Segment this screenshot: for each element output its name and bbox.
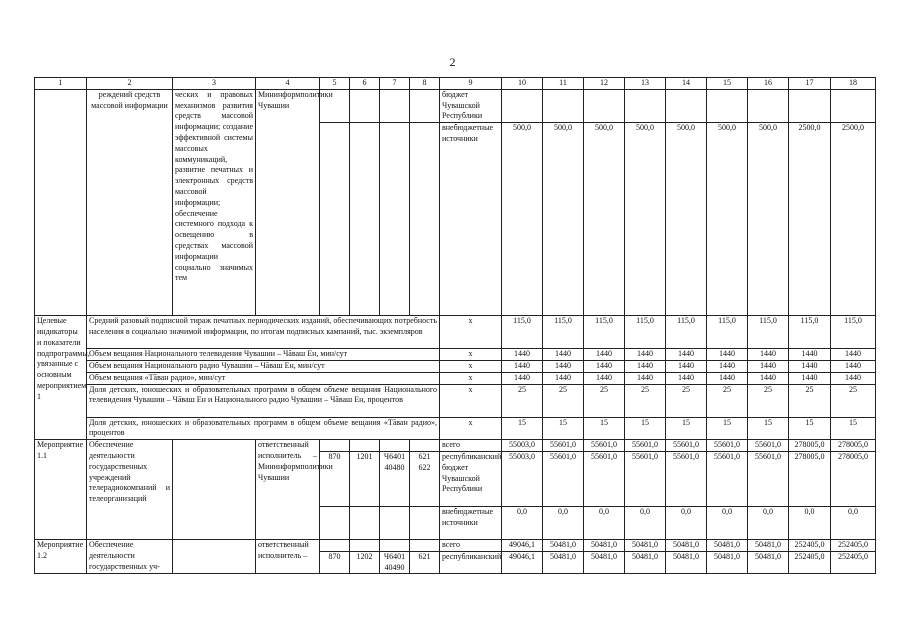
cell-value: 0,0: [707, 506, 748, 539]
cell-value: 0,0: [666, 506, 707, 539]
cell-value: 25: [707, 384, 748, 417]
cell-value: 500,0: [543, 123, 584, 316]
cell-value: 0,0: [625, 506, 666, 539]
cell-value: 50481,0: [666, 551, 707, 574]
col-header: 13: [625, 78, 666, 90]
cell-value: 1440: [584, 372, 625, 384]
cell-value: 15: [831, 417, 876, 440]
cell-value: 55601,0: [748, 451, 789, 506]
cell-value: 15: [666, 417, 707, 440]
cell: [410, 440, 440, 452]
cell: [320, 123, 350, 316]
cell-value: 500,0: [502, 123, 543, 316]
cell: [625, 89, 666, 122]
cell: [350, 539, 380, 551]
cell-value: 1440: [502, 372, 543, 384]
cell-indicator: Объем вещания Национального радио Чувашии – Чăваш Ен, мин/сут: [87, 360, 440, 372]
cell-value: 55003,0: [502, 440, 543, 452]
cell-value: 50481,0: [625, 539, 666, 551]
cell-value: 1440: [584, 360, 625, 372]
cell-indicators-label: Целевые индикаторы и показатели подпрограммы, увязанные с основным мероприятием 1: [35, 316, 87, 440]
cell-value: 500,0: [625, 123, 666, 316]
cell: [35, 89, 87, 315]
cell-mark: х: [440, 349, 502, 361]
cell-value: 1440: [831, 349, 876, 361]
cell: [410, 89, 440, 122]
col-header: 15: [707, 78, 748, 90]
cell: [831, 89, 876, 122]
cell: [707, 89, 748, 122]
cell-activity-cont: реждений средств массовой информации: [87, 89, 173, 315]
col-header: 7: [380, 78, 410, 90]
cell-value: 1440: [543, 372, 584, 384]
cell-value: 115,0: [707, 316, 748, 349]
cell-value: 1440: [502, 360, 543, 372]
cell-value: 50481,0: [543, 539, 584, 551]
cell-value: 15: [502, 417, 543, 440]
cell-value: 50481,0: [748, 551, 789, 574]
cell-value: 115,0: [831, 316, 876, 349]
col-header: 3: [173, 78, 256, 90]
cell-source: республиканский: [440, 551, 502, 574]
cell-value: 25: [748, 384, 789, 417]
col-header: 10: [502, 78, 543, 90]
cell-measure-label: Мероприятие 1.2: [35, 539, 87, 573]
program-table: [34, 77, 876, 574]
cell-value: 50481,0: [707, 551, 748, 574]
cell-code: 870: [320, 551, 350, 574]
cell-value: 50481,0: [666, 539, 707, 551]
cell-responsible-cont: Мининформполитики Чувашии: [256, 89, 320, 315]
cell-value: 1440: [748, 349, 789, 361]
cell-value: 500,0: [666, 123, 707, 316]
cell-indicator: Доля детских, юношеских и образовательных программ в общем объеме вещания «Тăван радио», процентов: [87, 417, 440, 440]
cell-value: 1440: [707, 360, 748, 372]
cell-code: 621: [410, 551, 440, 574]
indicator-row: [35, 417, 876, 440]
indicator-row: [35, 360, 876, 372]
cell-value: 1440: [831, 372, 876, 384]
cell: [666, 89, 707, 122]
cell-value: 0,0: [789, 506, 831, 539]
cell-value: 55601,0: [625, 451, 666, 506]
cell-value: 55601,0: [584, 451, 625, 506]
cell-value: 55003,0: [502, 451, 543, 506]
cell-value: 49046,1: [502, 551, 543, 574]
cell-value: 55601,0: [584, 440, 625, 452]
cell: [502, 89, 543, 122]
cell-value: 55601,0: [707, 451, 748, 506]
cell-value: 1440: [789, 372, 831, 384]
cell-value: 1440: [748, 372, 789, 384]
cell: [380, 123, 410, 316]
cell-value: 55601,0: [625, 440, 666, 452]
cell-value: 55601,0: [666, 451, 707, 506]
page-number: 2: [449, 55, 456, 69]
cell-value: 252405,0: [831, 539, 876, 551]
cell-source: всего: [440, 539, 502, 551]
cell-value: 115,0: [748, 316, 789, 349]
header-row: [35, 78, 876, 90]
cell: [350, 506, 380, 539]
col-header: 16: [748, 78, 789, 90]
indicator-row: [35, 349, 876, 361]
cell: [350, 89, 380, 122]
cell: [789, 89, 831, 122]
cell-value: 252405,0: [789, 539, 831, 551]
cell: [380, 440, 410, 452]
cell: [320, 506, 350, 539]
cell-indicator: Объем вещания Национального телевидения Чувашии – Чăваш Ен, мин/сут: [87, 349, 440, 361]
col-header: 12: [584, 78, 625, 90]
cell-value: 55601,0: [707, 440, 748, 452]
cell-value: 278005,0: [789, 440, 831, 452]
cell: [748, 89, 789, 122]
cell-value: 2500,0: [789, 123, 831, 316]
cell-value: 278005,0: [789, 451, 831, 506]
cell-value: 115,0: [789, 316, 831, 349]
cell-value: 0,0: [543, 506, 584, 539]
cell-value: 50481,0: [748, 539, 789, 551]
cell-value: 1440: [502, 349, 543, 361]
cell-mark: х: [440, 384, 502, 417]
cell: [380, 506, 410, 539]
cell: [410, 506, 440, 539]
col-header: 2: [87, 78, 173, 90]
cell-value: 55601,0: [543, 440, 584, 452]
indicator-row: [35, 372, 876, 384]
cell-value: 1440: [789, 360, 831, 372]
cell-value: 0,0: [748, 506, 789, 539]
cell-value: 278005,0: [831, 451, 876, 506]
cell-value: 1440: [789, 349, 831, 361]
cell-code: 870: [320, 451, 350, 506]
measure-row: [35, 440, 876, 452]
cell-value: 115,0: [625, 316, 666, 349]
cell-source: всего: [440, 440, 502, 452]
cell-value: 1440: [584, 349, 625, 361]
cell-value: 1440: [625, 360, 666, 372]
cell: [543, 89, 584, 122]
cell-value: 50481,0: [584, 539, 625, 551]
cell-value: 25: [543, 384, 584, 417]
cell-value: 1440: [748, 360, 789, 372]
cell-value: 1440: [666, 372, 707, 384]
cell-value: 1440: [543, 349, 584, 361]
cell-value: 25: [502, 384, 543, 417]
cell-value: 50481,0: [543, 551, 584, 574]
cell-value: 115,0: [543, 316, 584, 349]
cell-value: 1440: [831, 360, 876, 372]
cell-mark: х: [440, 360, 502, 372]
cell-value: 1440: [666, 349, 707, 361]
cell-value: 50481,0: [625, 551, 666, 574]
cell-value: 50481,0: [707, 539, 748, 551]
table-row: [35, 89, 876, 122]
cell-value: 15: [748, 417, 789, 440]
cell-measure-desc: Обеспечение деятельности государственных уч-: [87, 539, 173, 573]
col-header: 5: [320, 78, 350, 90]
cell-value: 50481,0: [584, 551, 625, 574]
col-header: 17: [789, 78, 831, 90]
cell-value: 500,0: [584, 123, 625, 316]
cell: [173, 440, 256, 540]
cell-value: 0,0: [831, 506, 876, 539]
cell-indicator: Доля детских, юношеских и образовательных программ в общем объеме вещания Национального телевидения Чувашии – Чăваш Ен и Национального радио Чувашии – Чăваш Ен, процентов: [87, 384, 440, 417]
cell-value: 500,0: [707, 123, 748, 316]
col-header: 14: [666, 78, 707, 90]
cell-value: 25: [666, 384, 707, 417]
cell-value: 25: [831, 384, 876, 417]
cell-value: 55601,0: [666, 440, 707, 452]
cell-value: 1440: [707, 349, 748, 361]
cell-value: 278005,0: [831, 440, 876, 452]
cell: [410, 123, 440, 316]
cell-code: 621 622: [410, 451, 440, 506]
cell: [320, 440, 350, 452]
cell-value: 15: [625, 417, 666, 440]
col-header: 18: [831, 78, 876, 90]
cell-value: 25: [789, 384, 831, 417]
cell-value: 0,0: [502, 506, 543, 539]
cell-value: 49046,1: [502, 539, 543, 551]
col-header: 9: [440, 78, 502, 90]
cell-measure-desc: Обеспечение деятельности государственных учреждений телерадиокомпаний и телеорганизаций: [87, 440, 173, 540]
cell-description-cont: ческих и правовых механизмов развития средств массовой информации; создание эффективной системы массовых коммуникаций, развитие печатных и электронных средств массовой информации; обеспечение системного подхода к освещению в средствах массовой информации социально значимых тем: [173, 89, 256, 315]
cell-source: внебюджетные источники: [440, 123, 502, 316]
cell-value: 115,0: [584, 316, 625, 349]
cell-mark: х: [440, 316, 502, 349]
cell-value: 1440: [625, 372, 666, 384]
cell-value: 115,0: [502, 316, 543, 349]
cell-value: 500,0: [748, 123, 789, 316]
cell-source: бюджет Чувашской Республики: [440, 89, 502, 122]
cell-code: 1201: [350, 451, 380, 506]
cell-value: 1440: [543, 360, 584, 372]
cell-value: 25: [625, 384, 666, 417]
cell-indicator: Объем вещания «Тăван радио», мин/сут: [87, 372, 440, 384]
cell-value: 1440: [707, 372, 748, 384]
cell-value: 1440: [625, 349, 666, 361]
cell-value: 115,0: [666, 316, 707, 349]
cell-value: 0,0: [584, 506, 625, 539]
cell-value: 2500,0: [831, 123, 876, 316]
cell-value: 252405,0: [831, 551, 876, 574]
indicator-row: [35, 316, 876, 349]
cell-mark: х: [440, 372, 502, 384]
cell-value: 1440: [666, 360, 707, 372]
cell: [350, 123, 380, 316]
cell: [380, 539, 410, 551]
col-header: 4: [256, 78, 320, 90]
cell: [584, 89, 625, 122]
cell: [350, 440, 380, 452]
cell-responsible: ответственный исполнитель –: [256, 539, 320, 573]
col-header: 6: [350, 78, 380, 90]
cell-value: 15: [584, 417, 625, 440]
cell-responsible: ответственный исполнитель – Мининформполитики Чувашии: [256, 440, 320, 540]
indicator-row: [35, 384, 876, 417]
cell: [380, 89, 410, 122]
cell-value: 15: [789, 417, 831, 440]
cell-value: 25: [584, 384, 625, 417]
cell: [410, 539, 440, 551]
cell-code: Ч6401 40490: [380, 551, 410, 574]
cell-value: 15: [543, 417, 584, 440]
cell-value: 15: [707, 417, 748, 440]
cell-code: Ч6401 40480: [380, 451, 410, 506]
cell-measure-label: Мероприятие 1.1: [35, 440, 87, 540]
cell-code: 1202: [350, 551, 380, 574]
cell-source: внебюджетные источники: [440, 506, 502, 539]
cell-value: 55601,0: [543, 451, 584, 506]
cell-value: 55601,0: [748, 440, 789, 452]
col-header: 1: [35, 78, 87, 90]
cell-value: 252405,0: [789, 551, 831, 574]
col-header: 11: [543, 78, 584, 90]
cell: [173, 539, 256, 573]
cell-source: республиканский бюджет Чувашской Республики: [440, 451, 502, 506]
measure-row: [35, 539, 876, 551]
cell-mark: х: [440, 417, 502, 440]
cell: [320, 539, 350, 551]
col-header: 8: [410, 78, 440, 90]
cell-indicator: Средний разовый подписной тираж печатных периодических изданий, обеспечивающих потребность населения в социально значимой информации, по итогам подписных кампаний, тыс. экземпляров: [87, 316, 440, 349]
